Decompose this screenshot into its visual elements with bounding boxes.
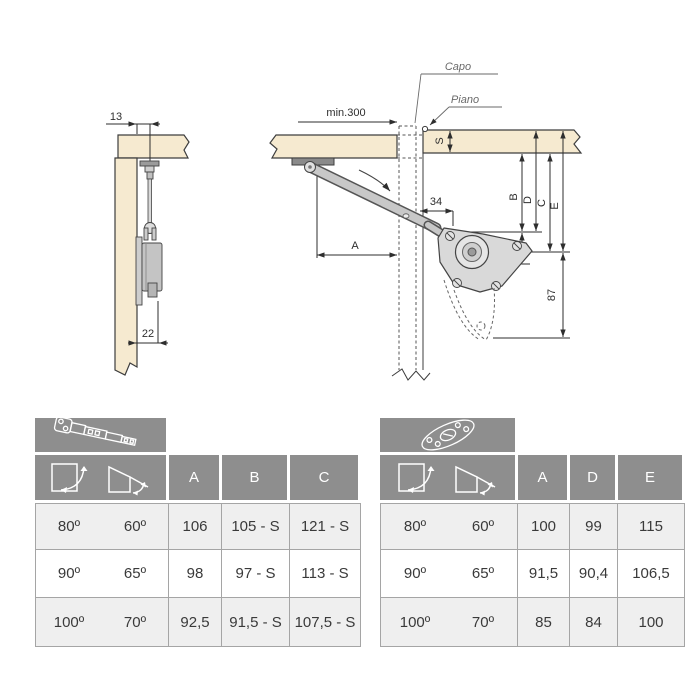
value-cell: 91,5 - S	[222, 598, 290, 647]
value-cell: 90,4	[570, 550, 618, 598]
flap-door-dashed	[397, 126, 423, 370]
dim-34-label: 34	[429, 196, 443, 208]
side-panel	[115, 158, 137, 375]
cabinet-top-panel	[270, 135, 397, 158]
open-angle: 80º	[57, 518, 81, 535]
mechanism-drawing	[258, 40, 603, 400]
oval-plate-icon	[393, 418, 503, 452]
break-line	[392, 369, 430, 380]
column-header-a: A	[518, 455, 570, 503]
dim-87-label: 87	[546, 288, 558, 302]
column-header-e: E	[618, 455, 685, 503]
dim-a-label: A	[351, 240, 359, 252]
spacer	[169, 418, 361, 455]
dim-c-label: C	[536, 199, 548, 207]
value-cell: 121 - S	[290, 503, 361, 550]
hinge-illustration-cell	[35, 418, 169, 455]
alt-angle: 65º	[471, 565, 495, 582]
capo-label: Capo	[444, 61, 472, 73]
alt-angle: 70º	[123, 613, 147, 631]
dim-min300-label: min.300	[326, 107, 366, 119]
piano-marker-dot	[422, 126, 427, 131]
value-cell: 100	[518, 503, 570, 550]
open-angle: 100º	[53, 613, 85, 631]
dim-s-label: S	[434, 137, 446, 145]
top-panel	[118, 135, 189, 158]
value-cell: 91,5	[518, 550, 570, 598]
column-header-b: B	[222, 455, 290, 503]
dim-b-label: B	[508, 193, 520, 201]
angle-cell	[35, 550, 169, 598]
dim-d-label: D	[522, 196, 534, 204]
door-swing-angle-icon	[453, 460, 499, 496]
column-header-c: C	[290, 455, 361, 503]
angle-cell	[380, 550, 518, 598]
value-cell: 106	[169, 503, 222, 550]
table-oval-plate	[380, 418, 685, 647]
alt-angle: 60º	[123, 518, 147, 535]
door-swing-icon	[397, 460, 443, 496]
alt-angle: 65º	[123, 565, 147, 582]
dim-22-label: 22	[141, 328, 155, 340]
alt-angle: 60º	[471, 518, 495, 535]
value-cell: 105 - S	[222, 503, 290, 550]
open-angle: 90º	[403, 565, 427, 582]
side-view-drawing	[60, 85, 210, 385]
column-header-d: D	[570, 455, 618, 503]
lift-mechanism	[136, 161, 162, 305]
column-header-a: A	[169, 455, 222, 503]
value-cell: 99	[570, 503, 618, 550]
door-swing-icon	[50, 460, 96, 496]
value-cell: 107,5 - S	[290, 598, 361, 647]
angle-cell	[380, 503, 518, 550]
open-angle: 90º	[57, 565, 81, 582]
value-cell: 85	[518, 598, 570, 647]
value-cell: 115	[618, 503, 685, 550]
value-cell: 97 - S	[222, 550, 290, 598]
dim-13-label: 13	[109, 111, 123, 123]
piano-label: Piano	[450, 94, 480, 106]
door-swing-angle-icon	[106, 460, 152, 496]
spacer	[518, 418, 685, 455]
piano-leader	[430, 107, 502, 125]
value-cell: 98	[169, 550, 222, 598]
open-angle: 80º	[403, 518, 427, 535]
value-cell: 113 - S	[290, 550, 361, 598]
alt-angle: 70º	[471, 613, 495, 631]
value-cell: 106,5	[618, 550, 685, 598]
angle-cell	[35, 503, 169, 550]
opening-angle-icons-cell	[35, 455, 169, 503]
dim-e-label: E	[549, 202, 561, 210]
open-angle: 100º	[399, 613, 431, 631]
lift-arm-mechanism	[292, 158, 532, 292]
value-cell: 92,5	[169, 598, 222, 647]
table-concealed-hinge	[35, 418, 361, 647]
shelf-panel	[423, 130, 581, 153]
value-cell: 100	[618, 598, 685, 647]
angle-cell	[380, 598, 518, 647]
angle-cell	[35, 598, 169, 647]
value-cell: 84	[570, 598, 618, 647]
plate-illustration-cell	[380, 418, 518, 455]
hinge-arm-icon	[46, 418, 156, 452]
opening-angle-icons-cell	[380, 455, 518, 503]
